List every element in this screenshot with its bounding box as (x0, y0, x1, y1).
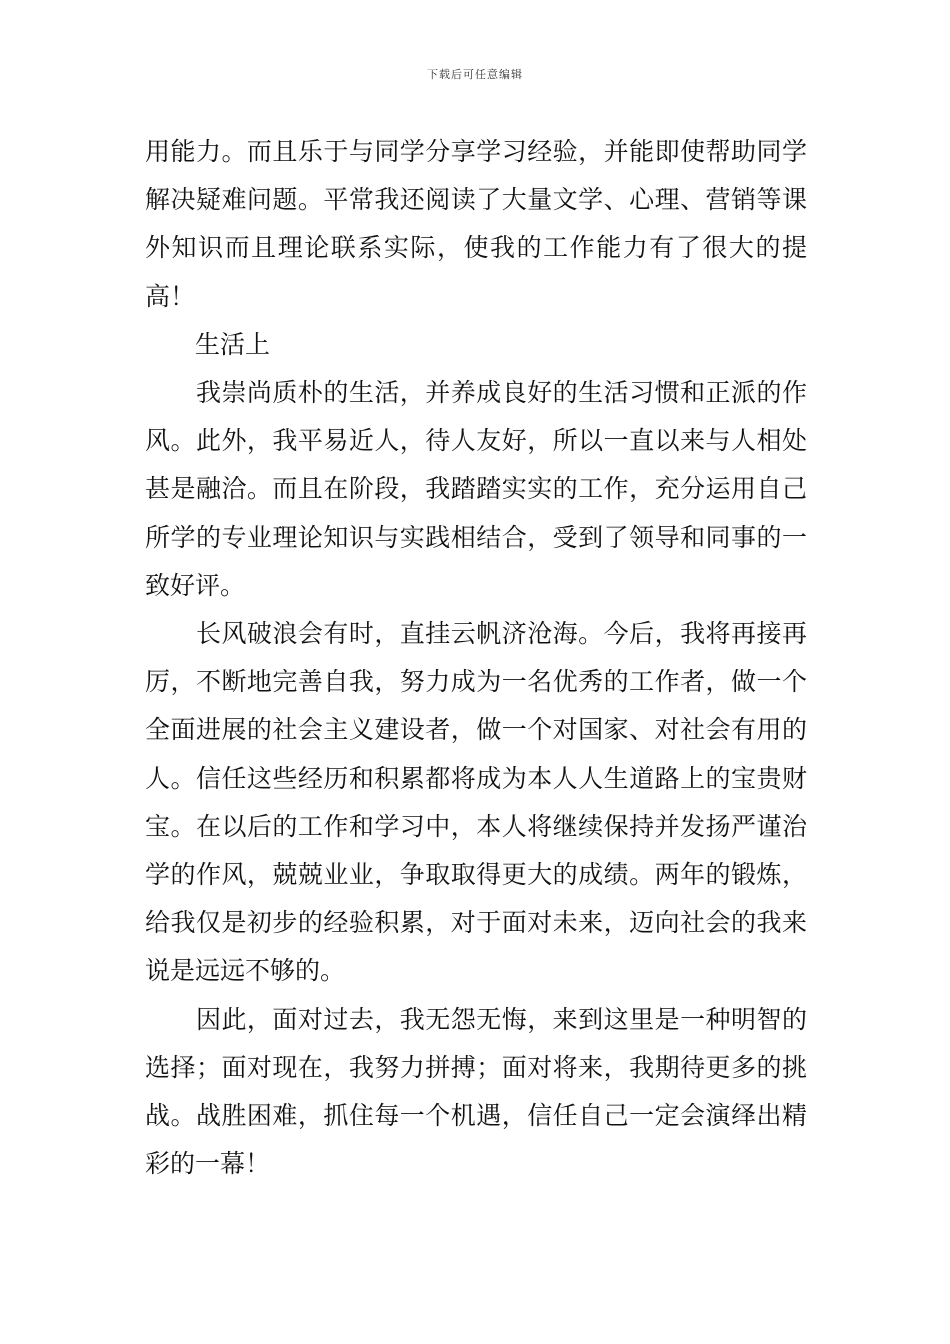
paragraph-future: 长风破浪会有时，直挂云帆济沧海。今后，我将再接再厉，不断地完善自我，努力成为一名优秀的工作者，做一个全面进展的社会主义建设者，做一个对国家、对社会有用的人。信任这些经历和积累都将成为本人人生道路上的宝贵财宝。在以后的工作和学习中，本人将继续保持并发扬严谨治学的作风，兢兢业业，争取取得更大的成绩。两年的锻炼，给我仅是初步的经验积累，对于面对未来，迈向社会的我来说是远远不够的。 (145, 619, 807, 986)
paragraph-life: 我崇尚质朴的生活，并养成良好的生活习惯和正派的作风。此外，我平易近人，待人友好，所以一直以来与人相处甚是融洽。而且在阶段，我踏踏实实的工作，充分运用自己所学的专业理论知识与实践相结合，受到了领导和同事的一致好评。 (145, 378, 807, 600)
section-heading-life: 生活上 (145, 329, 271, 359)
paragraph-ability: 用能力。而且乐于与同学分享学习经验，并能即使帮助同学解决疑难问题。平常我还阅读了大量文学、心理、营销等课外知识而且理论联系实际，使我的工作能力有了很大的提高！ (145, 137, 807, 311)
document-body (145, 128, 807, 1188)
page-header: 下载后可任意编辑 (427, 68, 523, 81)
paragraph-conclusion: 因此，面对过去，我无怨无悔，来到这里是一种明智的选择；面对现在，我努力拼搏；面对将来，我期待更多的挑战。战胜困难，抓住每一个机遇，信任自己一定会演绎出精彩的一幕！ (145, 1004, 807, 1179)
